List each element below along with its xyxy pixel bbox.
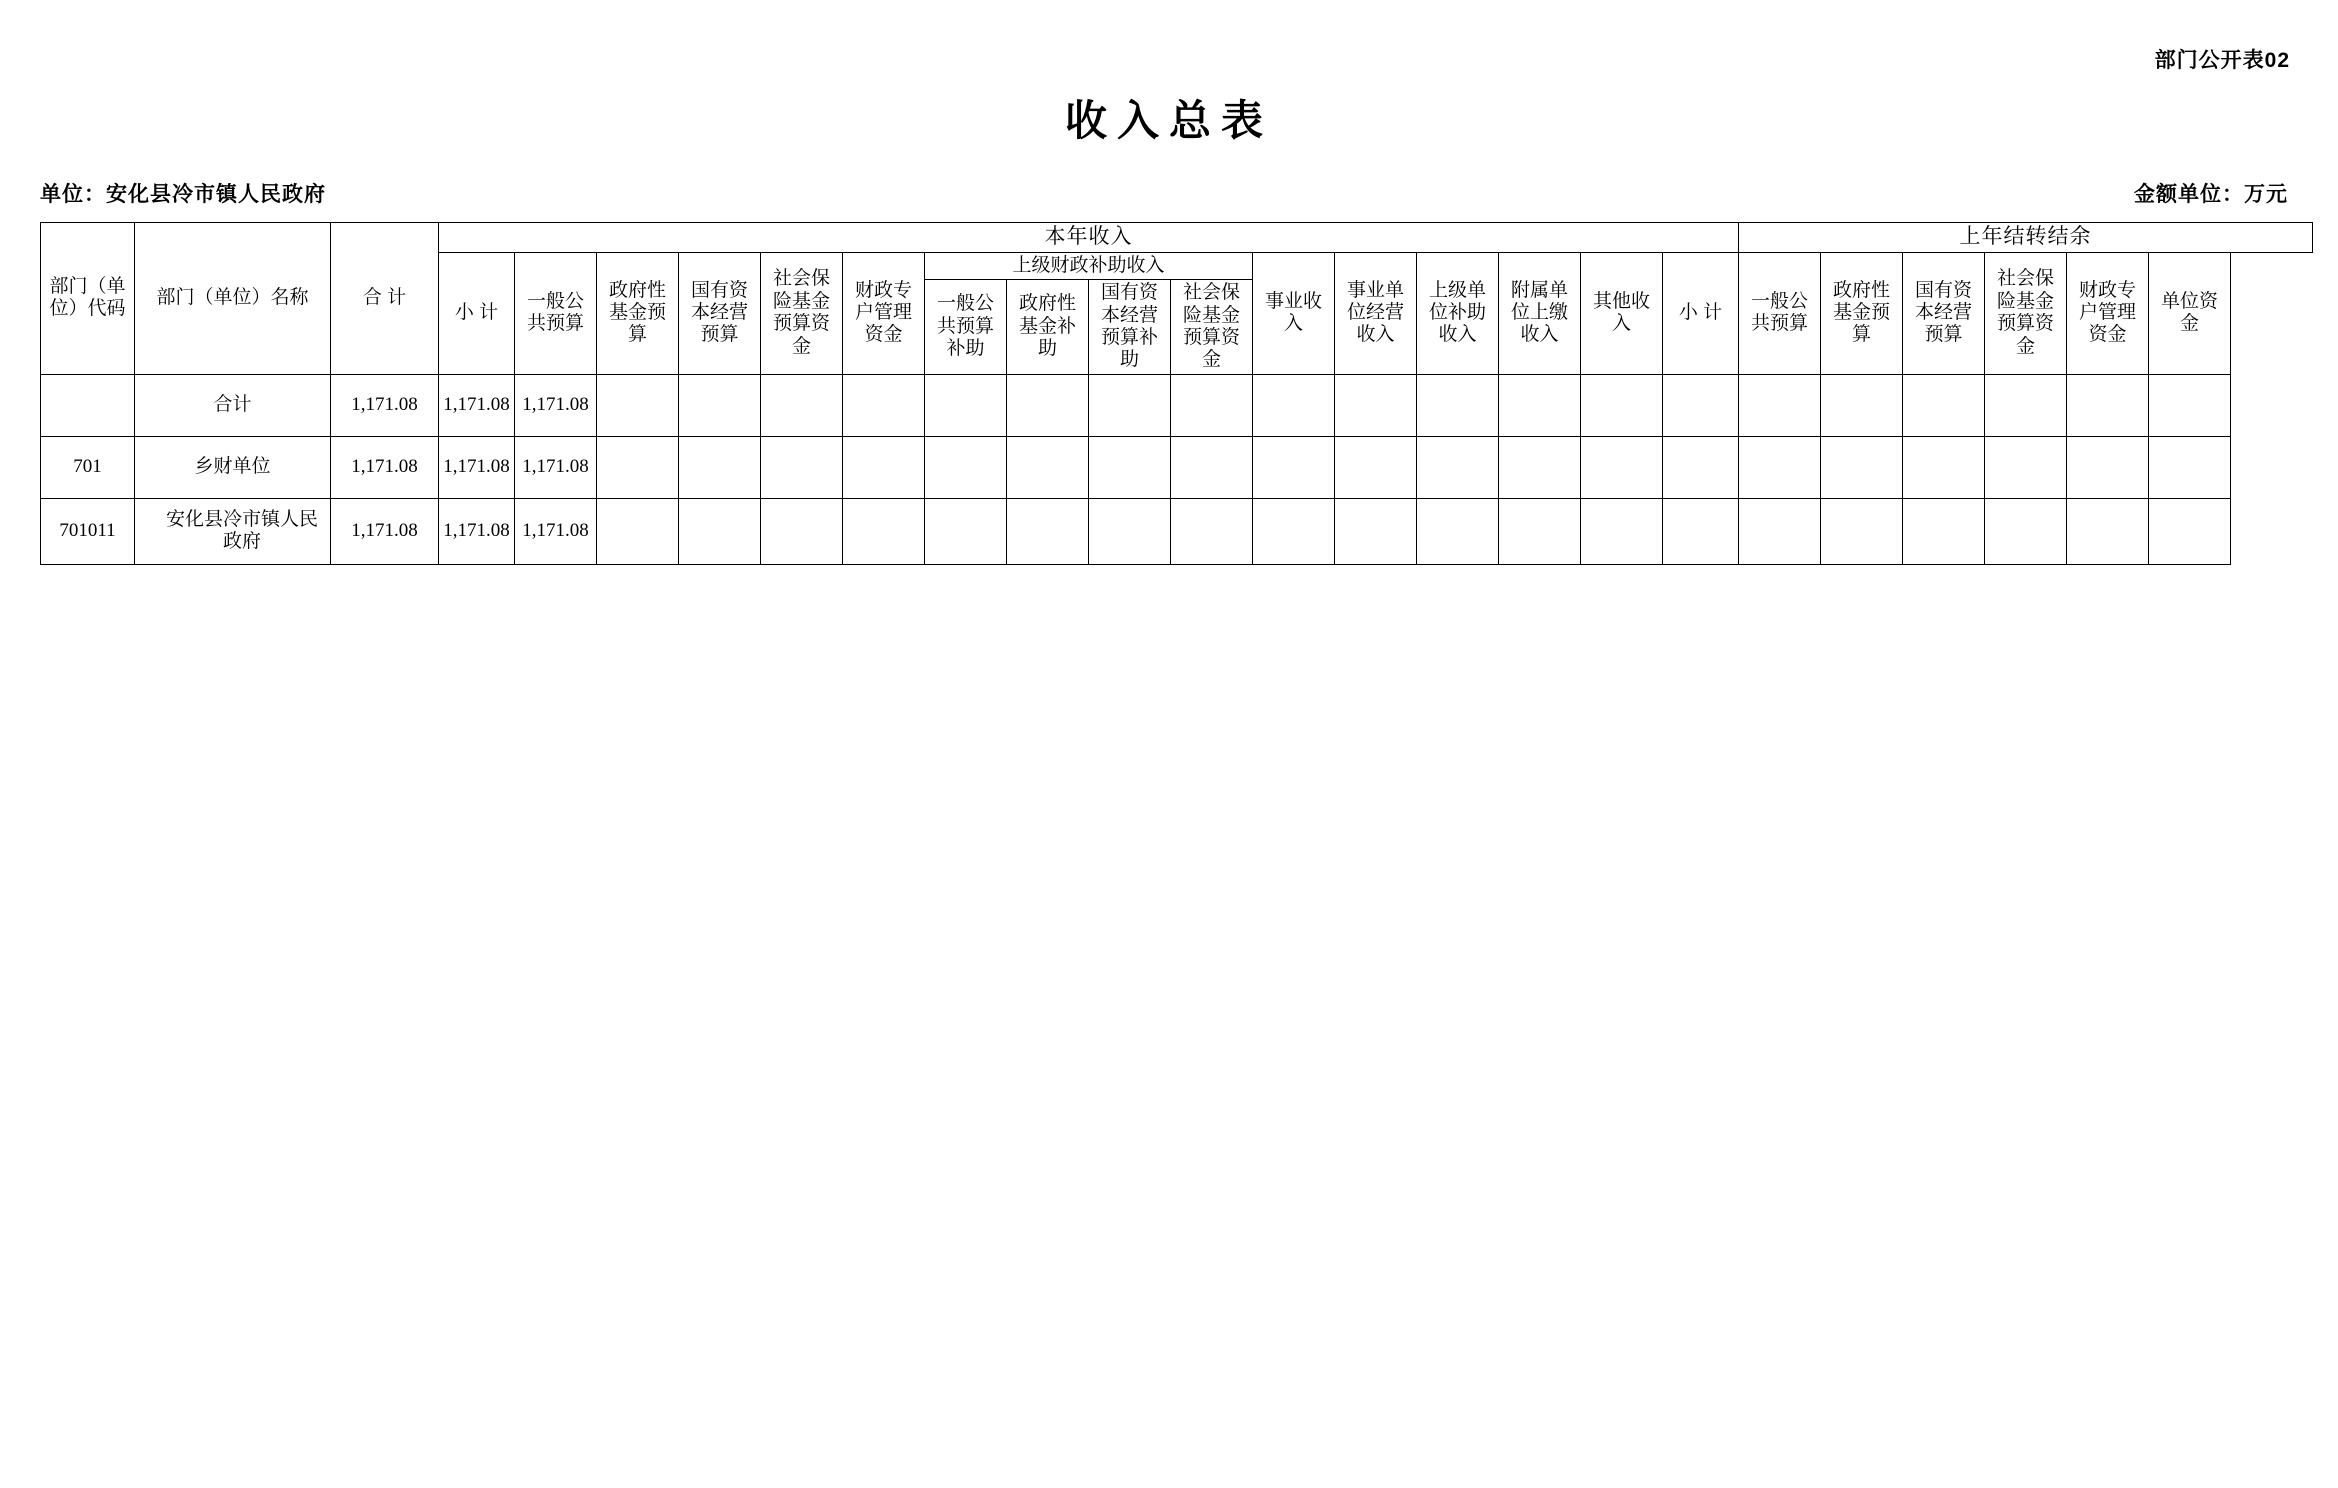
income-summary-table-wrap bbox=[40, 222, 2298, 565]
cell-business-income bbox=[1253, 436, 1335, 498]
cell-py-subtotal bbox=[1663, 498, 1739, 564]
cell-total: 1,171.08 bbox=[331, 498, 439, 564]
th-other-income: 其他收入 bbox=[1581, 252, 1663, 374]
cell-business-income bbox=[1253, 498, 1335, 564]
cell-cy-gov-fund-budget bbox=[597, 436, 679, 498]
cell-business-unit-operating-income bbox=[1335, 436, 1417, 498]
cell-cy-state-capital-operation-budget bbox=[679, 374, 761, 436]
cell-superior-unit-subsidy-income bbox=[1417, 374, 1499, 436]
cell-affiliated-unit-remittance-income bbox=[1499, 436, 1581, 498]
th-cy-general-public-budget: 一般公共预算 bbox=[515, 252, 597, 374]
header-row-1 bbox=[41, 223, 2313, 253]
cell-ss-general-public-budget-subsidy bbox=[925, 374, 1007, 436]
cell-cy-general-public-budget: 1,171.08 bbox=[515, 436, 597, 498]
th-ss-state-capital-operation-subsidy: 国有资本经营预算补助 bbox=[1089, 280, 1171, 375]
cell-dept-name: 安化县冷市镇人民政府 bbox=[135, 498, 331, 564]
th-total: 合 计 bbox=[331, 223, 439, 375]
cell-py-subtotal bbox=[1663, 436, 1739, 498]
cell-business-unit-operating-income bbox=[1335, 498, 1417, 564]
cell-py-social-insurance-fund-budget bbox=[1985, 374, 2067, 436]
cell-other-income bbox=[1581, 374, 1663, 436]
th-affiliated-unit-remittance-income: 附属单位上缴收入 bbox=[1499, 252, 1581, 374]
th-business-unit-operating-income: 事业单位经营收入 bbox=[1335, 252, 1417, 374]
cell-py-gov-fund-budget bbox=[1821, 498, 1903, 564]
cell-py-gov-fund-budget bbox=[1821, 436, 1903, 498]
table-row bbox=[41, 374, 2313, 436]
cell-cy-social-insurance-fund-budget bbox=[761, 436, 843, 498]
form-code-label: 部门公开表02 bbox=[2154, 49, 2290, 72]
cell-cy-social-insurance-fund-budget bbox=[761, 498, 843, 564]
cell-py-fiscal-special-account bbox=[2067, 498, 2149, 564]
cell-dept-name: 乡财单位 bbox=[135, 436, 331, 498]
cell-total: 1,171.08 bbox=[331, 374, 439, 436]
cell-other-income bbox=[1581, 436, 1663, 498]
cell-py-unit-funds bbox=[2149, 498, 2231, 564]
th-dept-code: 部门（单位）代码 bbox=[41, 223, 135, 375]
cell-py-social-insurance-fund-budget bbox=[1985, 436, 2067, 498]
cell-cy-gov-fund-budget bbox=[597, 374, 679, 436]
th-superior-subsidy-income: 上级财政补助收入 bbox=[925, 252, 1253, 279]
cell-py-general-public-budget bbox=[1739, 436, 1821, 498]
page-title: 收入总表 bbox=[1064, 99, 1273, 145]
cell-py-subtotal bbox=[1663, 374, 1739, 436]
th-business-income: 事业收入 bbox=[1253, 252, 1335, 374]
th-cy-social-insurance-fund-budget: 社会保险基金预算资金 bbox=[761, 252, 843, 374]
cell-ss-gov-fund-subsidy bbox=[1007, 436, 1089, 498]
cell-cy-subtotal: 1,171.08 bbox=[439, 374, 515, 436]
th-py-general-public-budget: 一般公共预算 bbox=[1739, 252, 1821, 374]
cell-cy-subtotal: 1,171.08 bbox=[439, 498, 515, 564]
cell-py-gov-fund-budget bbox=[1821, 374, 1903, 436]
cell-ss-state-capital-operation-subsidy bbox=[1089, 498, 1171, 564]
th-ss-social-insurance-fund: 社会保险基金预算资金 bbox=[1171, 280, 1253, 375]
cell-ss-social-insurance-fund bbox=[1171, 436, 1253, 498]
cell-dept-code bbox=[41, 374, 135, 436]
table-body bbox=[41, 374, 2313, 564]
cell-cy-subtotal: 1,171.08 bbox=[439, 436, 515, 498]
th-py-state-capital-operation-budget: 国有资本经营预算 bbox=[1903, 252, 1985, 374]
th-ss-gov-fund-subsidy: 政府性基金补助 bbox=[1007, 280, 1089, 375]
cell-ss-state-capital-operation-subsidy bbox=[1089, 374, 1171, 436]
cell-ss-general-public-budget-subsidy bbox=[925, 436, 1007, 498]
cell-cy-fiscal-special-account bbox=[843, 498, 925, 564]
cell-cy-gov-fund-budget bbox=[597, 498, 679, 564]
cell-affiliated-unit-remittance-income bbox=[1499, 374, 1581, 436]
cell-cy-fiscal-special-account bbox=[843, 436, 925, 498]
cell-other-income bbox=[1581, 498, 1663, 564]
cell-dept-name: 合计 bbox=[135, 374, 331, 436]
th-prior-year-carryover: 上年结转结余 bbox=[1739, 223, 2313, 253]
cell-cy-general-public-budget: 1,171.08 bbox=[515, 498, 597, 564]
th-py-gov-fund-budget: 政府性基金预算 bbox=[1821, 252, 1903, 374]
cell-cy-general-public-budget: 1,171.08 bbox=[515, 374, 597, 436]
cell-cy-state-capital-operation-budget bbox=[679, 436, 761, 498]
unit-label: 单位：安化县冷市镇人民政府 bbox=[40, 183, 326, 206]
th-cy-subtotal: 小 计 bbox=[439, 252, 515, 374]
cell-ss-social-insurance-fund bbox=[1171, 374, 1253, 436]
cell-py-state-capital-operation-budget bbox=[1903, 374, 1985, 436]
cell-py-state-capital-operation-budget bbox=[1903, 498, 1985, 564]
cell-py-fiscal-special-account bbox=[2067, 374, 2149, 436]
cell-business-income bbox=[1253, 374, 1335, 436]
th-py-unit-funds: 单位资金 bbox=[2149, 252, 2231, 374]
cell-cy-social-insurance-fund-budget bbox=[761, 374, 843, 436]
table-row bbox=[41, 436, 2313, 498]
cell-total: 1,171.08 bbox=[331, 436, 439, 498]
cell-py-state-capital-operation-budget bbox=[1903, 436, 1985, 498]
income-summary-table bbox=[40, 222, 2313, 565]
cell-superior-unit-subsidy-income bbox=[1417, 498, 1499, 564]
cell-py-general-public-budget bbox=[1739, 498, 1821, 564]
th-current-year-income: 本年收入 bbox=[439, 223, 1739, 253]
th-py-subtotal: 小 计 bbox=[1663, 252, 1739, 374]
table-row bbox=[41, 498, 2313, 564]
cell-affiliated-unit-remittance-income bbox=[1499, 498, 1581, 564]
th-ss-general-public-budget-subsidy: 一般公共预算补助 bbox=[925, 280, 1007, 375]
th-py-fiscal-special-account: 财政专户管理资金 bbox=[2067, 252, 2149, 374]
cell-py-unit-funds bbox=[2149, 436, 2231, 498]
cell-ss-gov-fund-subsidy bbox=[1007, 374, 1089, 436]
cell-py-unit-funds bbox=[2149, 374, 2231, 436]
cell-cy-state-capital-operation-budget bbox=[679, 498, 761, 564]
cell-ss-gov-fund-subsidy bbox=[1007, 498, 1089, 564]
cell-dept-code: 701011 bbox=[41, 498, 135, 564]
cell-dept-code: 701 bbox=[41, 436, 135, 498]
th-dept-name: 部门（单位）名称 bbox=[135, 223, 331, 375]
th-cy-gov-fund-budget: 政府性基金预算 bbox=[597, 252, 679, 374]
cell-ss-state-capital-operation-subsidy bbox=[1089, 436, 1171, 498]
cell-py-fiscal-special-account bbox=[2067, 436, 2149, 498]
cell-ss-general-public-budget-subsidy bbox=[925, 498, 1007, 564]
meta-row bbox=[40, 178, 2298, 208]
cell-py-social-insurance-fund-budget bbox=[1985, 498, 2067, 564]
cell-business-unit-operating-income bbox=[1335, 374, 1417, 436]
cell-ss-social-insurance-fund bbox=[1171, 498, 1253, 564]
cell-cy-fiscal-special-account bbox=[843, 374, 925, 436]
th-py-social-insurance-fund-budget: 社会保险基金预算资金 bbox=[1985, 252, 2067, 374]
th-cy-state-capital-operation-budget: 国有资本经营预算 bbox=[679, 252, 761, 374]
cell-py-general-public-budget bbox=[1739, 374, 1821, 436]
th-cy-fiscal-special-account: 财政专户管理资金 bbox=[843, 252, 925, 374]
amount-unit-label: 金额单位：万元 bbox=[2134, 183, 2288, 206]
cell-superior-unit-subsidy-income bbox=[1417, 436, 1499, 498]
th-superior-unit-subsidy-income: 上级单位补助收入 bbox=[1417, 252, 1499, 374]
